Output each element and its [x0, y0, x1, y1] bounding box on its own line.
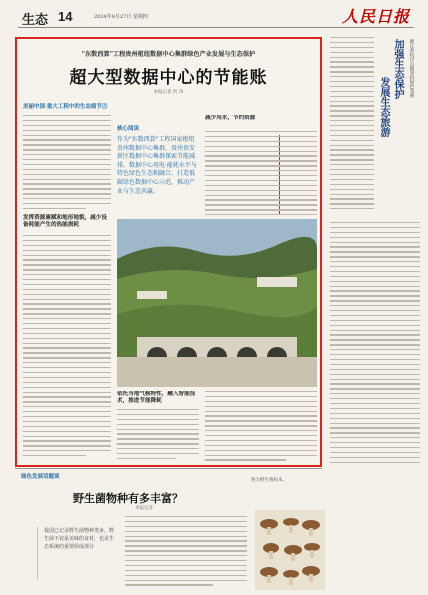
article-column-4: [205, 391, 317, 463]
right-text-upper: [330, 37, 374, 217]
series-tag: 美丽中国·重大工程中的生态细节③: [23, 104, 108, 110]
mushroom-photo: [255, 510, 325, 590]
article-column-1: [23, 115, 111, 463]
right-text-lower: [330, 222, 420, 467]
feature-article[interactable]: [15, 37, 322, 467]
article-column-3: [205, 115, 317, 219]
section-subhead-3: 减少用水，节约资源: [205, 115, 256, 121]
section-subhead-1: 发挥资源禀赋和地形地貌，减少设备耗能产生的热能损耗: [23, 215, 107, 228]
pull-quote-title: 核心阅读: [117, 126, 140, 132]
right-headline-a: 加强生态保护: [392, 39, 403, 99]
page-header: [0, 0, 428, 28]
right-article[interactable]: [330, 37, 420, 467]
lower-quote: [37, 527, 118, 579]
lower-tag: 绿色发展话题谈: [21, 474, 60, 480]
lower-headline: 野生菌物种有多丰富？: [73, 492, 183, 505]
section-separator: [15, 468, 322, 469]
right-headline-b: 发展生态旅游: [378, 77, 389, 137]
article-column-2b: [117, 391, 199, 463]
pull-quote-text: 作为"东数西算"工程国家枢纽贵州数据中心集群，贵州贵安新区数据中心集群探索节能减排，数据中心用电·能耗水平与特色绿色生态相融合，打造低碳绿色数据中心示范，推动产业与生态共赢。: [117, 136, 197, 195]
pull-quote: [117, 124, 199, 195]
page-number: 14: [58, 9, 73, 24]
feature-kicker: "东数西算"工程贵州枢纽数据中心集群绿色产业发展与生态保护: [81, 51, 256, 58]
right-kicker: 浙江余杭径山镇坚持绿色发展: [409, 39, 414, 98]
issue-date: 2024年8月27日 星期四: [94, 14, 148, 20]
feature-byline: 本报记者 何 涛: [153, 90, 184, 95]
feature-headline: 超大型数据中心的节能账: [69, 68, 268, 88]
data-center-photo: [117, 219, 317, 387]
section-name: 生态: [22, 12, 49, 27]
section-subhead-2: 依托当地气候特性，融入智能技术，推进节能降耗: [117, 391, 196, 404]
lower-article[interactable]: [15, 472, 322, 590]
header-rule: [18, 27, 414, 28]
newspaper-logo: 人民日报: [341, 7, 410, 26]
lower-byline: 本报记者: [135, 506, 153, 511]
lower-quote-text: 我国已记录野生菌物种类多，野生菌不仅是美味的食材，也是生态系统的重要组成部分: [44, 528, 115, 550]
mushroom-photo-caption: 图为野生菌标本。: [251, 478, 287, 483]
lower-text: [125, 516, 247, 588]
